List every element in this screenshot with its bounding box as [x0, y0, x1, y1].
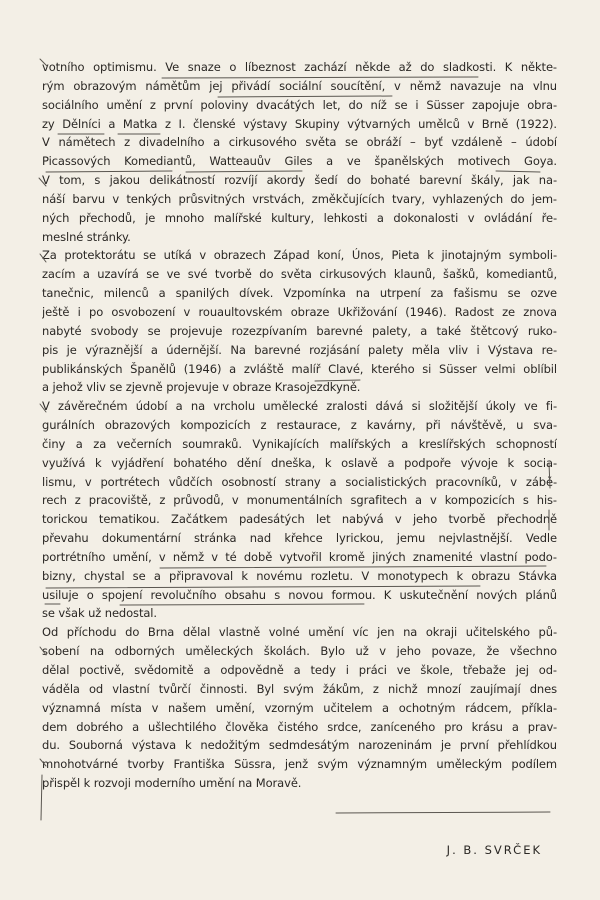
- text-line: V závěrečném údobí a na vrcholu umělecké zralosti dává si složitější úkoly ve fi-: [42, 399, 557, 414]
- text-line: zacím a uzavírá se ve své tvorbě do světa cirkusových klaunů, šašků, komediantů,: [42, 267, 557, 282]
- text-line: váděla od vlastní tvůrčí činnosti. Byl svým žákům, z nichž mnozí zaujímají dnes: [42, 681, 557, 696]
- text-line: ných přechodů, je mnoho malířské kultury, lehkosti a dokonalosti v ovládání ře-: [42, 210, 557, 225]
- text-line: Od příchodu do Brna dělal vlastně volné umění víc jen na okraji učitelského pů-: [42, 625, 557, 640]
- text-line: se však už nedostal.: [42, 606, 157, 621]
- text-line: V námětech z divadelního a cirkusového světa se obráží – byť vzdáleně – údobí: [42, 135, 557, 150]
- text-line: V tom, s jakou delikátností rozvíjí akordy šedí do bohaté barevní škály, jak na-: [42, 173, 557, 188]
- text-line: lismu, v portrétech vůdčích osobností strany a socialistických pracovníků, v zábě-: [42, 474, 557, 489]
- text-line: dělal poctivě, svědomitě a odpovědně a tedy i práci ve škole, třebaže jej od-: [42, 663, 557, 677]
- text-line: tanečnic, milenců a spanilých dívek. Vzpomínka na utrpení za fašismu se ozve: [42, 286, 557, 301]
- text-line: rech z pracoviště, z průvodů, v monumentálních sgrafitech a v kompozicích s his-: [42, 493, 557, 508]
- text-line: nabyté svobody se projevuje rozezpívaním barevné palety, a také štětcový ruko-: [42, 323, 557, 338]
- text-line: pis je výraznější a údernější. Na barevné rozjásání palety měla vliv i Výstava re-: [42, 342, 557, 357]
- text-line: rým obrazovým námětům jej přivádí sociální soucítění, v němž navazuje na vlnu: [42, 78, 557, 93]
- text-line: torickou tematikou. Začátkem padesátých let nabývá v jeho tvorbě přechodně: [42, 512, 557, 527]
- text-line: portrétního umění, v němž v té době vytvořil kromě jiných znamenité vlastní podo-: [42, 549, 557, 564]
- text-line: usiluje o spojení revolučního obsahu s novou formou. K uskutečnění nových plánů: [42, 587, 557, 602]
- text-line: významná místa v našem umění, vzorným učitelem a ochotným rádcem, příkla-: [42, 700, 557, 715]
- text-line: Za protektorátu se utíká v obrazech Západ koní, Únos, Pieta k jinotajným symboli-: [42, 248, 557, 263]
- text-line: převahu dokumentární stránka nad křehce lyrickou, jemu nejvlastnější. Vedle: [42, 531, 557, 546]
- text-line: dem dobrého a ušlechtilého člověka čistého srdce, zaníceného pro krásu a prav-: [42, 719, 557, 734]
- text-line: du. Souborná výstava k nedožitým sedmdesátým narozeninám je první přehlídkou: [42, 738, 557, 753]
- text-line: sociálního umění z první poloviny dvacátých let, do níž se i Süsser zapojuje obra-: [42, 97, 557, 112]
- text-line: votního optimismu. Ve snaze o líbeznost zachází někde až do sladkosti. K někte-: [42, 60, 557, 74]
- pencil-underline: [336, 812, 550, 813]
- text-line: meslné stránky.: [42, 229, 131, 244]
- text-line: zy Dělníci a Matka z I. členské výstavy Skupiny výtvarných umělců v Brně (1922).: [42, 116, 557, 131]
- author-signature: J. B. SVRČEK: [446, 843, 542, 857]
- text-line: přispěl k rozvoji moderního umění na Moravě.: [42, 776, 302, 791]
- text-line: a jehož vliv se zjevně projevuje v obraze Krasojezdkyně.: [42, 380, 361, 395]
- text-line: bizny, chystal se a připravoval k novému rozletu. V monotypech k obrazu Stávka: [42, 568, 557, 583]
- text-line: Picassových Komediantů, Watteauův Giles a ve španělských motivech Goya.: [42, 154, 557, 169]
- text-line: gurálních obrazových kompozicích z restaurace, z kavárny, při návštěvě, u sva-: [42, 418, 557, 433]
- text-line: ještě i po osvobození v rouaultovském obraze Ukřižování (1946). Radost ze znova: [42, 304, 557, 319]
- text-line: publikánských Španělů (1946) a zvláště malíř Clavé, kterého si Süsser velmi oblíbil: [42, 361, 557, 376]
- text-line: činy a za večerních soumraků. Vynikajících malířských a kreslířských schopností: [42, 436, 557, 451]
- text-line: sobení na odborných uměleckých školách. Bylo už v jeho povaze, že všechno: [42, 644, 557, 659]
- text-line: náší barvu v tenkých průsvitných vrstvách, změkčujících tvary, vyhlazených do jem-: [42, 191, 557, 206]
- text-line: využívá k vyjádření bohatého dění dneška, k oslavě a podpoře vývoje k socia-: [42, 455, 557, 470]
- article-body: [42, 58, 557, 793]
- text-line: mnohotvárné tvorby Františka Süssra, jenž svým významným uměleckým podílem: [42, 757, 557, 772]
